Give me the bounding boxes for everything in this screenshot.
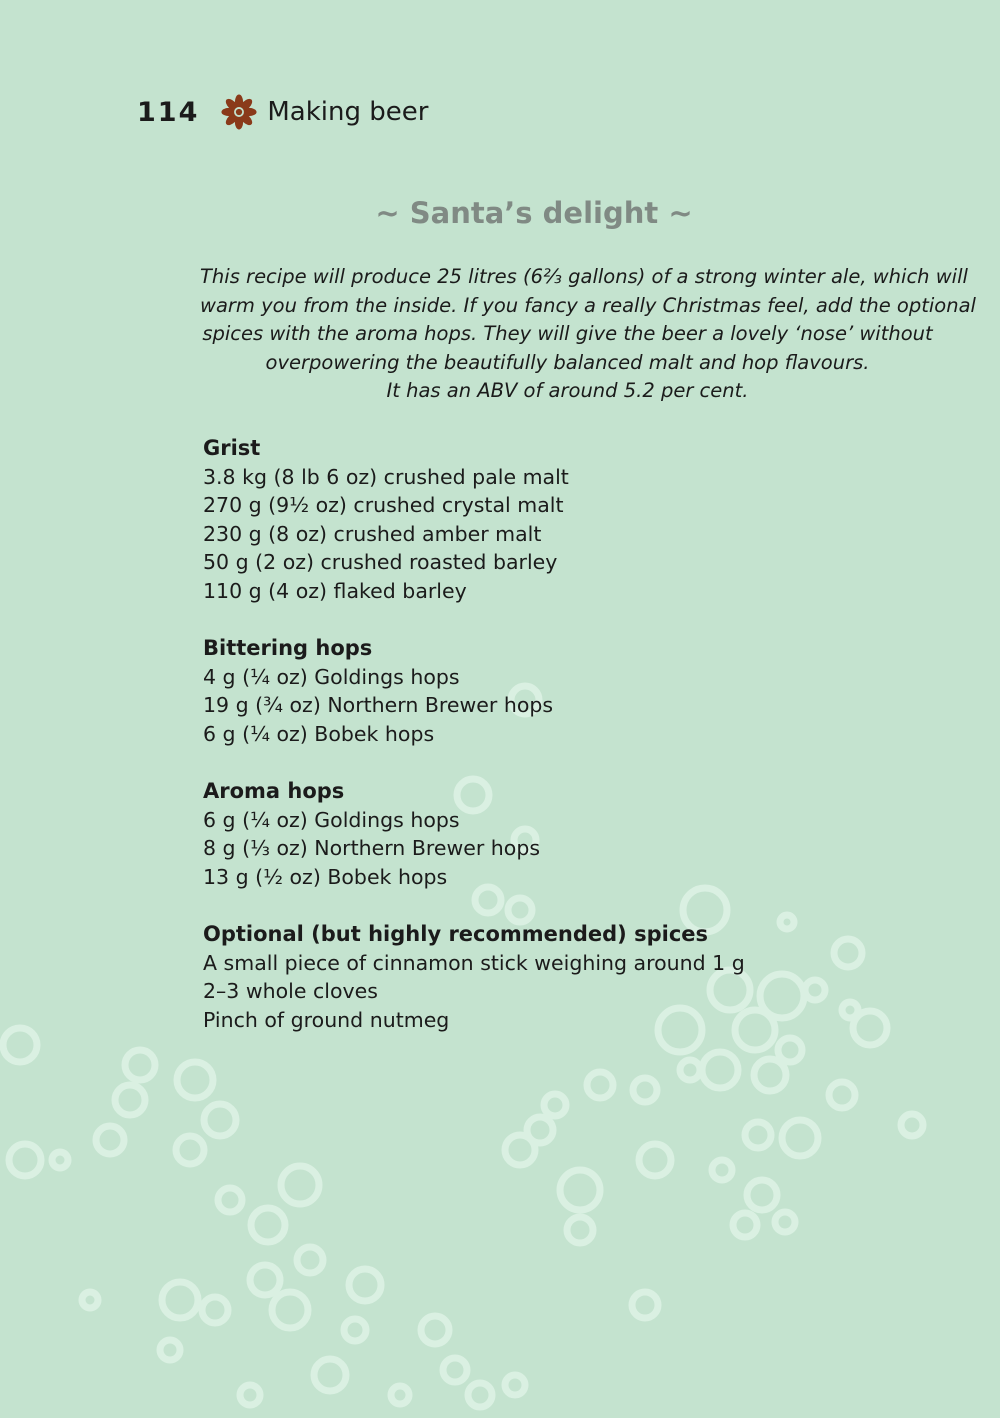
bubble bbox=[250, 1265, 280, 1295]
section-heading: Aroma hops bbox=[203, 779, 345, 804]
bubble bbox=[633, 1078, 657, 1102]
ingredient-item: 6 g (¼ oz) Goldings hops bbox=[203, 807, 460, 832]
recipe-title: ~ Santa’s delight ~ bbox=[375, 196, 693, 230]
section-grist bbox=[203, 434, 843, 606]
bubble bbox=[349, 1269, 381, 1301]
bubble bbox=[421, 1316, 449, 1344]
section-heading: Optional (but highly recommended) spices bbox=[203, 922, 709, 947]
bubble bbox=[733, 1213, 757, 1237]
intro-line: It has an ABV of around 5.2 per cent. bbox=[386, 379, 749, 403]
bubble bbox=[829, 1082, 855, 1108]
bubble bbox=[468, 1383, 492, 1407]
bubble bbox=[632, 1292, 658, 1318]
bubble bbox=[218, 1188, 242, 1212]
chapter-title: Making beer bbox=[267, 97, 429, 127]
bubble bbox=[775, 1212, 795, 1232]
page-header bbox=[137, 92, 428, 132]
ingredient-item: A small piece of cinnamon stick weighing around 1 g bbox=[203, 950, 745, 975]
bubble bbox=[842, 1002, 858, 1018]
ingredient-item: 6 g (¼ oz) Bobek hops bbox=[203, 721, 435, 746]
bubble bbox=[587, 1072, 613, 1098]
section-bittering-hops bbox=[203, 634, 843, 748]
bubble bbox=[782, 1120, 818, 1156]
intro-line: spices with the aroma hops. They will give the beer a lovely ‘nose’ without bbox=[202, 322, 933, 346]
bubble bbox=[272, 1292, 308, 1328]
bubble bbox=[544, 1094, 566, 1116]
bubble bbox=[754, 1059, 786, 1091]
bubble bbox=[204, 1104, 236, 1136]
section-aroma-hops bbox=[203, 777, 843, 891]
bubble bbox=[560, 1170, 600, 1210]
bubble bbox=[314, 1359, 346, 1391]
ingredient-item: 110 g (4 oz) flaked barley bbox=[203, 578, 467, 603]
ingredient-item: 19 g (¾ oz) Northern Brewer hops bbox=[203, 693, 554, 718]
bubble bbox=[391, 1386, 409, 1404]
bubble bbox=[853, 1011, 887, 1045]
bubble bbox=[9, 1144, 41, 1176]
bubble bbox=[96, 1126, 124, 1154]
bubble bbox=[82, 1292, 98, 1308]
ingredient-item: 3.8 kg (8 lb 6 oz) crushed pale malt bbox=[203, 464, 569, 489]
page-number: 114 bbox=[137, 96, 200, 128]
ingredient-item: 230 g (8 oz) crushed amber malt bbox=[203, 521, 542, 546]
bubble bbox=[251, 1208, 285, 1242]
ingredient-item: 270 g (9½ oz) crushed crystal malt bbox=[203, 493, 564, 518]
ingredient-item: 50 g (2 oz) crushed roasted barley bbox=[203, 550, 558, 575]
bubble bbox=[160, 1340, 180, 1360]
bubble bbox=[115, 1085, 145, 1115]
ingredient-item: Pinch of ground nutmeg bbox=[203, 1007, 450, 1032]
ingredient-item: 13 g (½ oz) Bobek hops bbox=[203, 864, 448, 889]
bubble bbox=[443, 1358, 467, 1382]
bubble bbox=[3, 1028, 37, 1062]
section-heading: Bittering hops bbox=[203, 636, 373, 661]
bubble bbox=[125, 1050, 155, 1080]
intro-line: overpowering the beautifully balanced malt and hop flavours. bbox=[265, 350, 870, 374]
bubble bbox=[240, 1385, 260, 1405]
bubble bbox=[176, 1136, 204, 1164]
flower-icon bbox=[221, 94, 257, 130]
bubble bbox=[712, 1160, 732, 1180]
section-optional-spices bbox=[203, 920, 843, 1034]
ingredient-item: 4 g (¼ oz) Goldings hops bbox=[203, 664, 460, 689]
ingredient-sections bbox=[203, 434, 843, 1063]
bubble bbox=[901, 1114, 923, 1136]
bubble bbox=[281, 1166, 319, 1204]
bubble bbox=[297, 1247, 323, 1273]
ingredient-item: 8 g (⅓ oz) Northern Brewer hops bbox=[203, 836, 541, 861]
intro-line: This recipe will produce 25 litres (6⅔ gallons) of a strong winter ale, which will bbox=[200, 265, 968, 288]
bubble bbox=[567, 1217, 593, 1243]
bubble bbox=[177, 1062, 213, 1098]
bubble bbox=[344, 1319, 366, 1341]
bubble bbox=[745, 1122, 771, 1148]
bubble bbox=[162, 1282, 198, 1318]
bubble bbox=[202, 1297, 228, 1323]
bubble bbox=[527, 1117, 553, 1143]
bubble bbox=[52, 1152, 68, 1168]
bubble bbox=[505, 1375, 525, 1395]
recipe-intro bbox=[200, 263, 976, 406]
bubble bbox=[505, 1135, 535, 1165]
bubble bbox=[747, 1180, 777, 1210]
ingredient-item: 2–3 whole cloves bbox=[203, 979, 378, 1004]
intro-line: warm you from the inside. If you fancy a really Christmas feel, add the optional bbox=[200, 293, 976, 317]
bubble bbox=[639, 1144, 671, 1176]
section-heading: Grist bbox=[203, 436, 261, 460]
